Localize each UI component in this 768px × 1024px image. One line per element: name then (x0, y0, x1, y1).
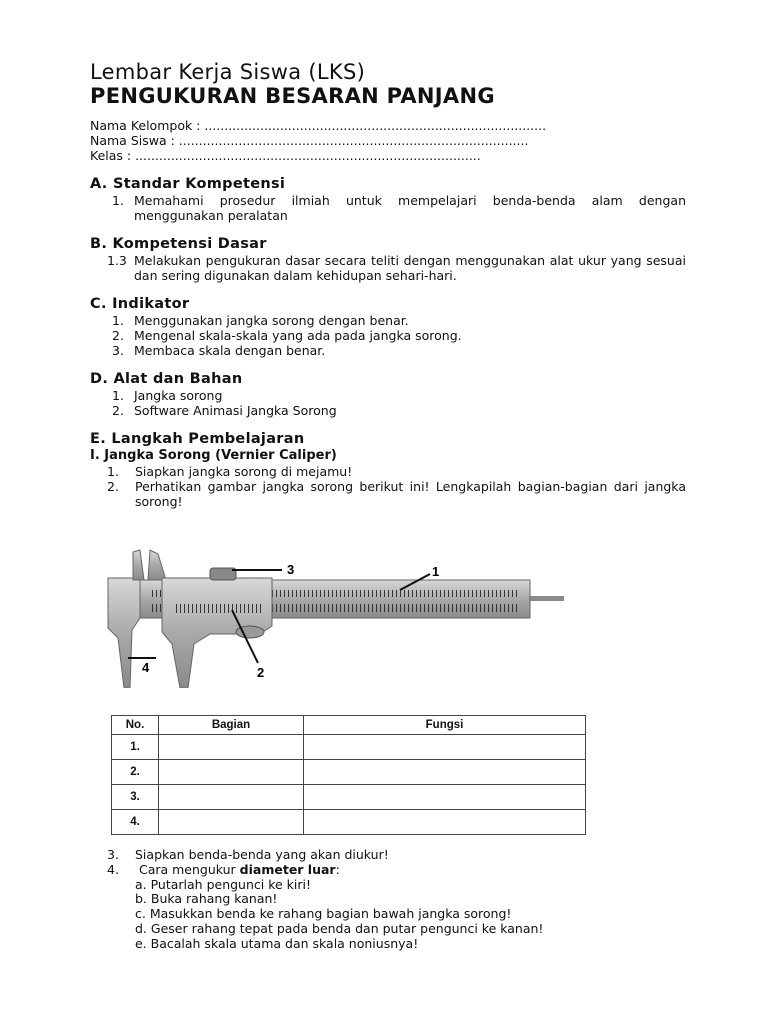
field-class: Kelas : ....................................................................................... (90, 148, 481, 163)
list-text: Jangka sorong (134, 388, 223, 403)
list-number: 2. (112, 328, 124, 343)
section-langkah (90, 430, 686, 509)
sub-step: a. Putarlah pengunci ke kiri! (135, 876, 312, 892)
table-row (112, 760, 586, 785)
section-heading: C. Indikator (90, 296, 190, 312)
table-row (112, 785, 586, 810)
list-text-bold: diameter luar (239, 861, 336, 877)
label-2: 2 (257, 665, 265, 680)
list-text: : (335, 861, 340, 877)
section-heading: E. Langkah Pembelajaran (90, 431, 305, 447)
list-number: 3. (112, 343, 124, 358)
list-text: Memahami prosedur ilmiah untuk mempelajari benda-benda alam dengan menggunakan peralatan (134, 193, 686, 223)
label-1: 1 (432, 564, 440, 579)
list-number: 1. (107, 464, 119, 479)
list-item (90, 848, 686, 863)
label-3: 3 (287, 562, 295, 577)
list-number: 1. (112, 193, 124, 208)
table-row (112, 735, 586, 760)
row-number: 2. (112, 760, 159, 785)
fungsi-cell[interactable] (304, 785, 586, 810)
vernier-scale (174, 604, 264, 616)
list-text: Mengenal skala-skala yang ada pada jangka sorong. (134, 328, 462, 343)
column-header-bagian: Bagian (159, 716, 304, 735)
list-number: 2. (112, 403, 124, 418)
list-number: 2. (107, 479, 119, 494)
table-row (112, 810, 586, 835)
bagian-cell[interactable] (159, 810, 304, 835)
parts-table (111, 715, 586, 835)
list-number: 1.3 (107, 253, 127, 268)
section-indikator (90, 295, 686, 358)
section-heading: D. Alat dan Bahan (90, 371, 243, 387)
sub-step: b. Buka rahang kanan! (135, 891, 278, 907)
list-item (90, 313, 686, 328)
fixed-jaw (108, 578, 140, 688)
list-text: Siapkan benda-benda yang akan diukur! (135, 847, 389, 862)
list-number: 3. (107, 847, 119, 862)
identity-fields (90, 118, 686, 163)
column-header-no: No. (112, 716, 159, 735)
page-title: Lembar Kerja Siswa (LKS) (90, 60, 366, 84)
column-header-fungsi: Fungsi (304, 716, 586, 735)
field-group-name: Nama Kelompok : ...................................................................................... (90, 118, 547, 133)
list-item (90, 193, 686, 223)
bagian-cell[interactable] (159, 735, 304, 760)
sub-step: c. Masukkan benda ke rahang bagian bawah jangka sorong! (135, 906, 512, 922)
list-item (90, 388, 686, 403)
list-item (90, 343, 686, 358)
row-number: 1. (112, 735, 159, 760)
upper-sliding-jaw (148, 550, 166, 580)
list-item (90, 479, 686, 509)
fungsi-cell[interactable] (304, 810, 586, 835)
list-item (90, 464, 686, 479)
row-number: 4. (112, 810, 159, 835)
section-kompetensi-dasar (90, 235, 686, 283)
bagian-cell[interactable] (159, 785, 304, 810)
measurement-steps (90, 848, 686, 952)
list-number: 4. (107, 861, 119, 877)
list-item (90, 253, 686, 283)
upper-fixed-jaw (133, 550, 144, 580)
section-heading: B. Kompetensi Dasar (90, 236, 267, 252)
list-text: Siapkan jangka sorong di mejamu! (135, 464, 353, 479)
list-number: 1. (112, 313, 124, 328)
fungsi-cell[interactable] (304, 735, 586, 760)
fungsi-cell[interactable] (304, 760, 586, 785)
subsection-heading: I. Jangka Sorong (Vernier Caliper) (90, 448, 337, 463)
list-text: Software Animasi Jangka Sorong (134, 403, 337, 418)
list-text: Melakukan pengukuran dasar secara teliti dengan menggunakan alat ukur yang sesuai dan sering digunakan dalam kehidupan sehari-hari. (134, 253, 686, 283)
vernier-caliper-figure (100, 548, 580, 688)
row-number: 3. (112, 785, 159, 810)
list-number: 1. (112, 388, 124, 403)
list-item (90, 863, 686, 878)
page-subtitle: PENGUKURAN BESARAN PANJANG (90, 84, 495, 108)
section-heading: A. Standar Kompetensi (90, 176, 286, 192)
sub-step: e. Bacalah skala utama dan skala noniusnya! (135, 935, 419, 951)
field-student-name: Nama Siswa : ........................................................................................ (90, 133, 529, 148)
list-text: Menggunakan jangka sorong dengan benar. (134, 313, 409, 328)
bagian-cell[interactable] (159, 760, 304, 785)
list-text: Perhatikan gambar jangka sorong berikut ini! Lengkapilah bagian-bagian dari jangka sorong! (135, 479, 686, 509)
list-item (90, 403, 686, 418)
list-item (90, 328, 686, 343)
section-alat-bahan (90, 370, 686, 418)
worksheet-page (90, 60, 686, 509)
section-standar-kompetensi (90, 175, 686, 223)
sub-step: d. Geser rahang tepat pada benda dan putar pengunci ke kanan! (135, 920, 544, 936)
label-4: 4 (142, 660, 150, 675)
list-text: Membaca skala dengan benar. (134, 343, 326, 358)
list-text: Cara mengukur (135, 861, 240, 877)
